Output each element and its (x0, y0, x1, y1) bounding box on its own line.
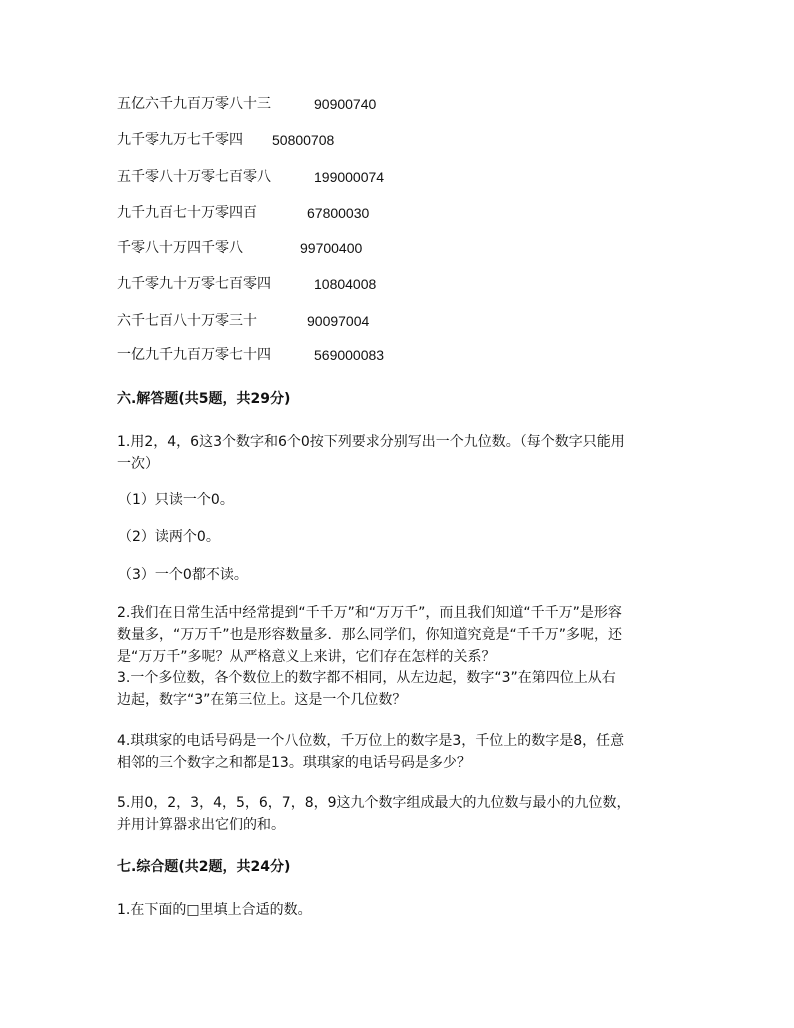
chinese-number-words: 九千零九十万零七百零四 (117, 276, 271, 292)
question-text-line: 相邻的三个数字之和都是13。琪琪家的电话号码是多少？ (117, 755, 471, 771)
list-item (117, 166, 385, 188)
question-3 (117, 667, 687, 711)
chinese-number-words: 九千九百七十万零四百 (117, 205, 257, 221)
question-5 (117, 792, 687, 836)
question-text-line: 数量多，“万万千”也是形容数量多．那么同学们，你知道究竟是“千千万”多呢，还 (117, 627, 623, 643)
numeral-value: 90900740 (314, 96, 377, 112)
numeral-value: 90097004 (307, 313, 370, 329)
question-text-line: 一次） (117, 456, 159, 472)
numeral-value: 199000074 (314, 169, 385, 185)
question-text-line: 3.一个多位数，各个数位上的数字都不相同，从左边起，数字“3”在第四位上从右 (117, 670, 616, 686)
question-text-line: 4.琪琪家的电话号码是一个八位数，千万位上的数字是3，千位上的数字是8，任意 (117, 733, 625, 749)
question-text: 1.在下面的□里填上合适的数。 (117, 902, 312, 918)
numeral-value: 50800708 (272, 132, 335, 148)
list-item (117, 93, 377, 115)
question-text-line: 是“万万千”多呢？从严格意义上来讲，它们存在怎样的关系？ (117, 649, 496, 665)
chinese-number-words: 五千零八十万零七百零八 (117, 169, 271, 185)
question-1 (117, 431, 687, 475)
list-item (117, 273, 377, 295)
chinese-number-words: 六千七百八十万零三十 (117, 313, 257, 329)
numeral-value: 67800030 (307, 205, 370, 221)
section-heading: 七.综合题(共2题，共24分) (117, 859, 291, 875)
question-4 (117, 730, 687, 774)
list-item (117, 237, 363, 259)
list-item (117, 344, 385, 366)
section-heading: 六.解答题(共5题，共29分) (117, 391, 291, 407)
chinese-number-words: 五亿六千九百万零八十三 (117, 96, 271, 112)
sub-question: （1）只读一个0。 (118, 492, 234, 508)
question-text-line: 2.我们在日常生活中经常提到“千千万”和“万万千”，而且我们知道“千千万”是形容 (117, 605, 622, 621)
numeral-value: 99700400 (300, 240, 363, 256)
question-text-line: 边起，数字“3”在第三位上。这是一个几位数？ (117, 692, 407, 708)
list-item (117, 202, 370, 224)
question-text-line: 5.用0，2，3，4，5，6，7，8，9这九个数字组成最大的九位数与最小的九位数， (117, 795, 631, 811)
chinese-number-words: 九千零九万七千零四 (117, 132, 243, 148)
sub-question: （3）一个0都不读。 (118, 567, 248, 583)
numeral-value: 10804008 (314, 276, 377, 292)
question-2 (117, 602, 687, 668)
list-item (117, 310, 370, 332)
numeral-value: 569000083 (314, 347, 385, 363)
list-item (117, 129, 335, 151)
sub-question: （2）读两个0。 (118, 529, 220, 545)
chinese-number-words: 千零八十万四千零八 (117, 240, 243, 256)
question-text-line: 1.用2，4，6这3个数字和6个0按下列要求分别写出一个九位数。（每个数字只能用 (117, 434, 625, 450)
question-text-line: 并用计算器求出它们的和。 (117, 817, 285, 833)
chinese-number-words: 一亿九千九百万零七十四 (117, 347, 271, 363)
